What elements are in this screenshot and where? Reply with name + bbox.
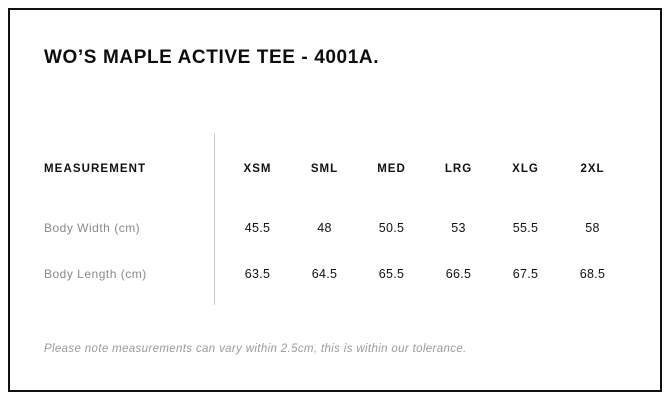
- cell-body-width-2xl: 58: [585, 221, 600, 235]
- table-row: [44, 251, 626, 297]
- cell-body-width-xlg: 55.5: [512, 221, 539, 235]
- cell-body-length-med: 65.5: [378, 267, 405, 281]
- cell-body-length-xlg: 67.5: [512, 267, 539, 281]
- row-label-body-width: Body Width (cm): [44, 221, 141, 235]
- size-table-wrapper: [44, 133, 626, 297]
- cell-body-width-xsm: 45.5: [244, 221, 271, 235]
- cell-body-width-lrg: 53: [451, 221, 466, 235]
- header-size-xsm: XSM: [243, 163, 272, 175]
- header-size-lrg: LRG: [444, 163, 473, 175]
- cell-body-width-med: 50.5: [378, 221, 405, 235]
- cell-body-length-lrg: 66.5: [445, 267, 472, 281]
- size-table: [44, 133, 626, 297]
- header-size-2xl: 2XL: [580, 163, 605, 175]
- row-label-body-length: Body Length (cm): [44, 267, 147, 281]
- cell-body-length-sml: 64.5: [311, 267, 338, 281]
- cell-body-width-sml: 48: [317, 221, 332, 235]
- cell-body-length-2xl: 68.5: [579, 267, 606, 281]
- header-size-med: MED: [377, 163, 406, 175]
- header-measurement: MEASUREMENT: [44, 163, 147, 175]
- table-row: [44, 205, 626, 251]
- header-size-xlg: XLG: [512, 163, 539, 175]
- cell-body-length-xsm: 63.5: [244, 267, 271, 281]
- tolerance-note: Please note measurements can vary within 2.5cm, this is within our tolerance.: [44, 343, 467, 355]
- table-header-row: [44, 133, 626, 205]
- header-size-sml: SML: [310, 163, 339, 175]
- page-title: WO’S MAPLE ACTIVE TEE - 4001A.: [44, 47, 380, 68]
